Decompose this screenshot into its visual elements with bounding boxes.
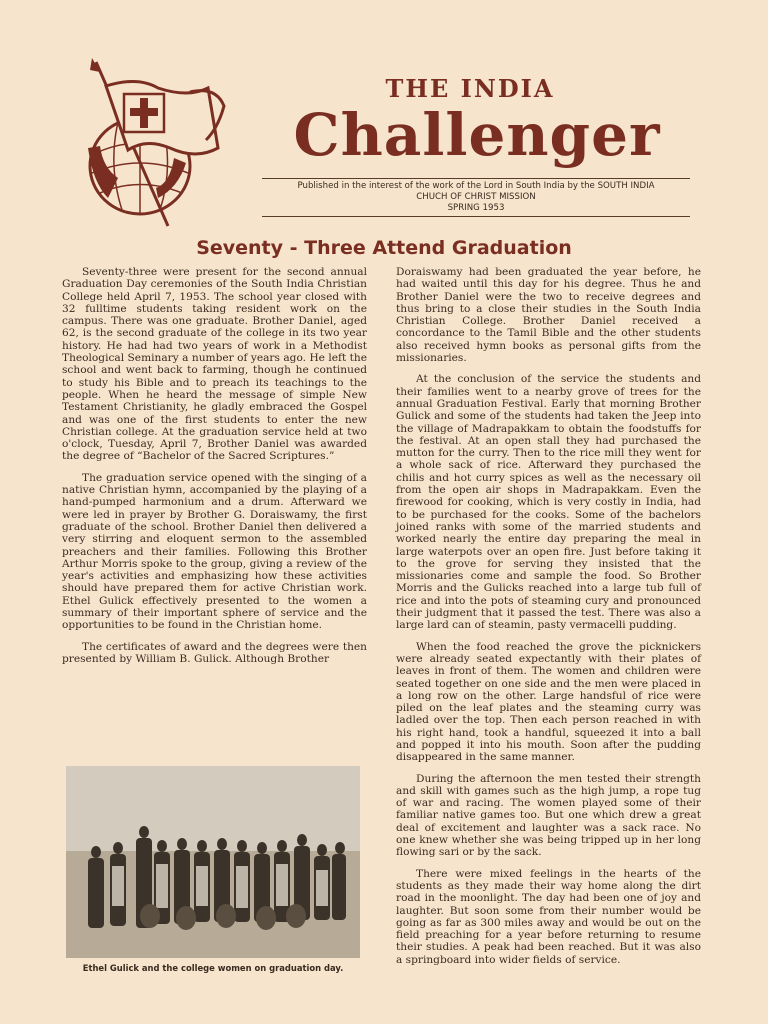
article-paragraph: Doraiswamy had been graduated the year before, he had waited until this day for his degree. Thus he and Brother Daniel were the two to receive degrees and thus bring to a close their studies in the South India Christian College. Brother Daniel received a concordance to the Tamil Bible and the other students also received hymn books as personal gifts from the missionaries.: [396, 266, 701, 365]
publication-line-2: CHUCH OF CHRIST MISSION: [416, 192, 536, 202]
article-column-left: [62, 266, 367, 674]
masthead-title: Challenger: [293, 101, 661, 169]
article-paragraph: The graduation service opened with the singing of a native Christian hymn, accompanied by the playing of a hand-pumped harmonium and a drum. Afterward we were led in prayer by Brother G. Doraiswamy, the first graduate of the school. Brother Daniel then delivered a very stirring and eloquent sermon to the assembled preachers and their families. Following this Brother Arthur Morris spoke to the group, giving a review of the year's activities and emphasizing how these activities should have prepared them for active Christian work. Ethel Gulick effectively presented to the women a summary of their important sphere of service and the opportunities to be found in the Christian home.: [62, 471, 367, 632]
article-paragraph: When the food reached the grove the picknickers were already seated expectantly with their plates of leaves in front of them. The women and children were seated together on one side and the men were placed in a long row on the other. Large handsful of rice were piled on the leaf plates and the steaming curry was ladled over the top. Then each person reached in with his right hand, took a handful, squeezed it into a ball and popped it into his mouth. Soon after the pudding disappeared in the same manner.: [396, 640, 701, 764]
masthead-rule-bottom: [262, 216, 690, 217]
article-paragraph: Seventy-three were present for the second annual Graduation Day ceremonies of the South India Christian College held April 7, 1953. The school year closed with 32 fulltime students taking resident work on the campus. There was one graduate. Brother Daniel, aged 62, is the second graduate of the college in its two year history. He had had two years of work in a Methodist Theological Seminary a number of years ago. He left the school and went back to farming, though he continued to study his Bible and to preach its teachings to the people. When he heard the message of simple New Testament Christianity, he gladly embraced the Gospel and was one of the first students to enter the new Christian college. At the graduation service held at two o'clock, Tuesday, April 7, Brother Daniel was awarded the degree of “Bachelor of the Sacred Scriptures.”: [62, 266, 367, 463]
article-paragraph: At the conclusion of the service the students and their families went to a nearby grove of trees for the annual Graduation Festival. Early that morning Brother Gulick and some of the students had taken the Jeep into the village of Madrapakkam to obtain the foodstuffs for the festival. At an open stall they had purchased the mutton for the curry. Then to the rice mill they went for a whole sack of rice. Afterward they purchased the chilis and hot curry spices as well as the necessary oil from the open air shops in Madrapakkam. Even the firewood for cooking, which is very costly in India, had to be purchased for the cooks. Some of the bachelors joined ranks with some of the married students and worked nearly the entire day preparing the meal in large waterpots over an open fire. Just before taking it to the grove for serving they insisted that the missionaries come and sample the food. So Brother Morris and the Gulicks reached into a large tub full of rice and into the pots of steaming cury and pronounced their judgment that it passed the test. There was also a large lard can of steamin, pasty vermacelli pudding.: [396, 373, 701, 632]
article-column-right: [396, 266, 701, 975]
cross-flag-globe-logo: [78, 58, 228, 233]
photo-caption: Ethel Gulick and the college women on graduation day.: [82, 963, 344, 973]
masthead-rule-top: [262, 178, 690, 179]
publication-line-3: SPRING 1953: [447, 203, 505, 213]
article-headline: Seventy - Three Attend Graduation: [196, 237, 572, 259]
masthead-the-india: THE INDIA: [385, 74, 555, 103]
article-paragraph: The certificates of award and the degrees were then presented by William B. Gulick. Although Brother: [62, 640, 367, 665]
graduation-group-photo: [66, 766, 360, 958]
publication-line: [262, 181, 690, 214]
article-paragraph: There were mixed feelings in the hearts of the students as they made their way home along the dirt road in the moonlight. The day had been one of joy and laughter. But soon some from their number would be going as far as 300 miles away and would be out on the field preaching for a year before returning to resume their studies. A peak had been reached. But it was also a springboard into wider fields of service.: [396, 867, 701, 966]
publication-line-1: Published in the interest of the work of the Lord in South India by the SOUTH INDIA: [297, 181, 655, 191]
article-paragraph: During the afternoon the men tested their strength and skill with games such as the high jump, a rope tug of war and racing. The women played some of their familiar native games too. But one which drew a great deal of excitement and laughter was a sack race. No one knew whether she was being tripped up in her long flowing sari or by the sack.: [396, 772, 701, 859]
group-photo-drawing: [66, 766, 360, 958]
